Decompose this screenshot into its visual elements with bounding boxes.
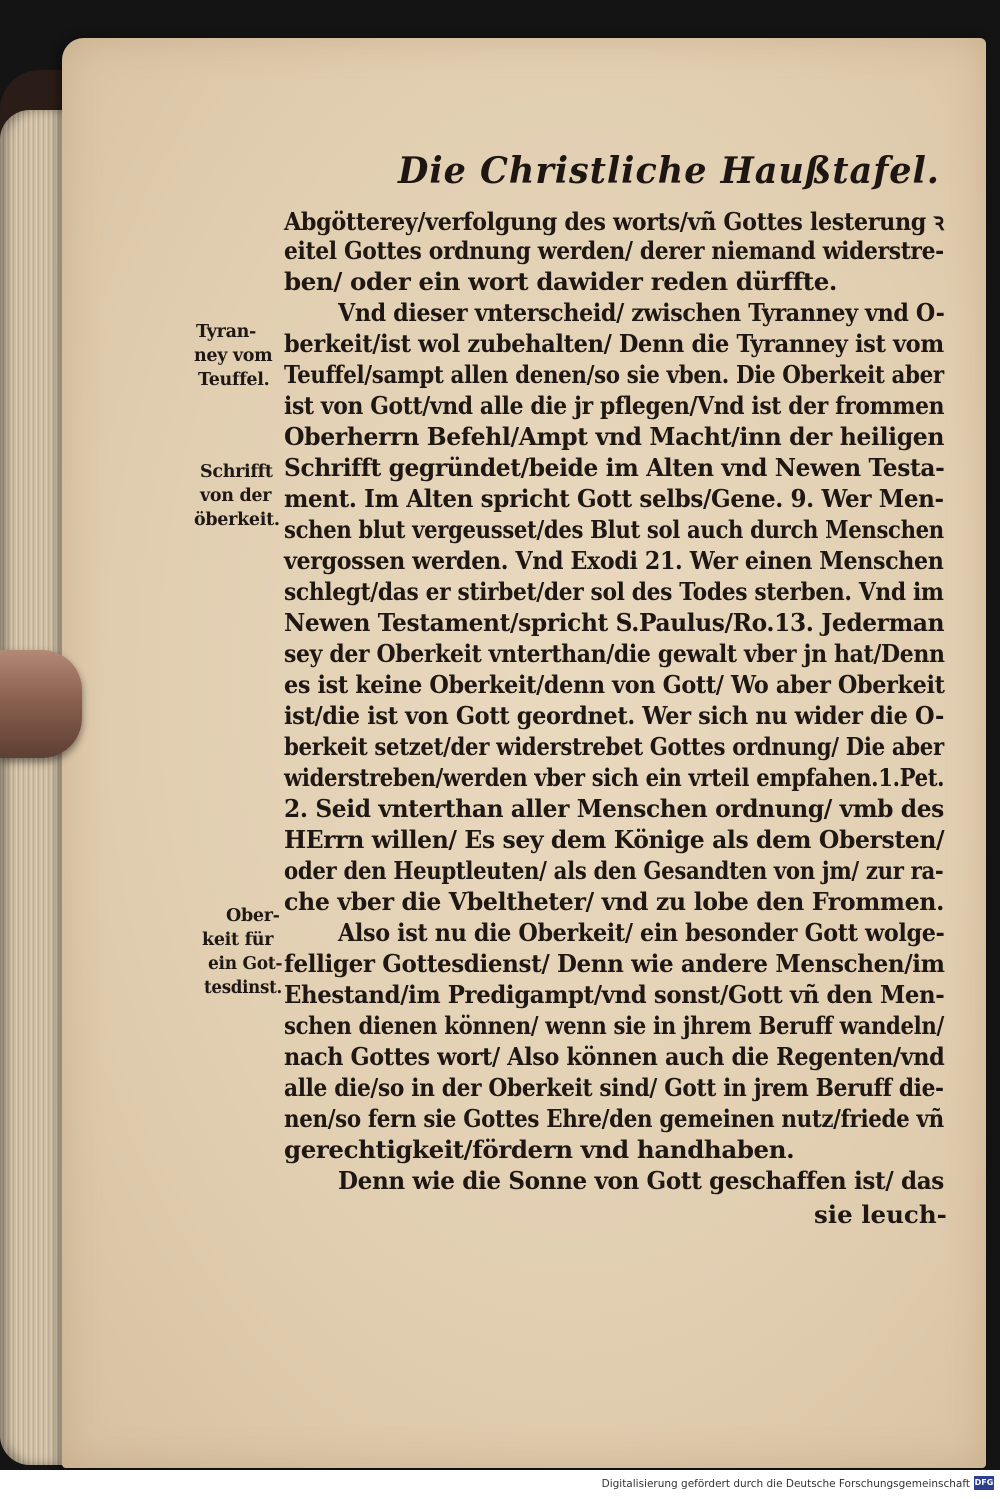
text-line: ist von Gott/vnd alle die jr pflegen/Vnd ist der frommen bbox=[284, 391, 945, 420]
text-line: nach Gottes wort/ Also können auch die Regenten/vnd bbox=[284, 1042, 945, 1071]
text-line: Ehestand/im Predigampt/vnd sonst/Gott vñ den Men- bbox=[284, 980, 945, 1009]
text-line: Vnd dieser vnterscheid/ zwischen Tyranney vnd O- bbox=[338, 298, 945, 327]
footer-credit: Digitalisierung gefördert durch die Deutsche Forschungsgemeinschaft bbox=[601, 1478, 970, 1490]
running-title: Die Christliche Haußtafel. bbox=[398, 150, 940, 192]
margin-gloss: tesdinst. bbox=[204, 978, 282, 998]
text-line: ment. Im Alten spricht Gott selbs/Gene. 9. Wer Men- bbox=[284, 484, 944, 513]
text-line: ist/die ist von Gott geordnet. Wer sich nu wider die O- bbox=[284, 701, 944, 730]
text-line: schlegt/das er stirbet/der sol des Todes sterben. Vnd im bbox=[284, 577, 944, 606]
book-clasp bbox=[0, 650, 82, 758]
text-line: nen/so fern sie Gottes Ehre/den gemeinen nutz/friede vñ bbox=[284, 1104, 944, 1133]
margin-gloss: ein Got- bbox=[208, 954, 283, 974]
text-line: Oberherrn Befehl/Ampt vnd Macht/inn der heiligen bbox=[284, 422, 945, 451]
text-line: berkeit/ist wol zubehalten/ Denn die Tyranney ist vom bbox=[284, 329, 944, 358]
text-line: oder den Heuptleuten/ als den Gesandten von jm/ zur ra- bbox=[284, 856, 944, 885]
margin-gloss: keit für bbox=[202, 930, 274, 950]
text-line: felliger Gottesdienst/ Denn wie andere Menschen/im bbox=[284, 949, 945, 978]
text-line: sey der Oberkeit vnterthan/die gewalt vber jn hat/Denn bbox=[284, 639, 945, 668]
margin-gloss: Tyran- bbox=[196, 322, 257, 342]
book-page-edges bbox=[0, 110, 70, 1465]
dfg-logo-icon: DFG bbox=[974, 1476, 994, 1490]
text-line: vergossen werden. Vnd Exodi 21. Wer einen Menschen bbox=[284, 546, 944, 575]
text-line: Teuffel/sampt allen denen/so sie vben. Die Oberkeit aber bbox=[284, 360, 944, 389]
text-line: Denn wie die Sonne von Gott geschaffen ist/ das bbox=[338, 1166, 944, 1195]
margin-gloss: von der bbox=[200, 486, 272, 506]
text-line: gerechtigkeit/fördern vnd handhaben. bbox=[284, 1135, 795, 1164]
text-line: berkeit setzet/der widerstrebet Gottes ordnung/ Die aber bbox=[284, 732, 944, 761]
text-line: schen dienen können/ wenn sie in jhrem Beruff wandeln/ bbox=[284, 1011, 944, 1040]
text-line: HErrn willen/ Es sey dem Könige als dem Obersten/ bbox=[284, 825, 945, 854]
text-line: Newen Testament/spricht S.Paulus/Ro.13. Jederman bbox=[284, 608, 945, 637]
margin-gloss: Ober- bbox=[226, 906, 280, 926]
margin-gloss: Schrifft bbox=[200, 462, 273, 482]
text-line: che vber die Vbeltheter/ vnd zu lobe den Frommen. bbox=[284, 887, 944, 916]
text-line: Schrifft gegründet/beide im Alten vnd Newen Testa- bbox=[284, 453, 945, 482]
text-line: Abgötterey/verfolgung des worts/vñ Gottes lesterung ꝛ bbox=[284, 207, 944, 236]
text-line: widerstreben/werden vber sich ein vrteil empfahen.1.Pet. bbox=[284, 763, 945, 792]
margin-gloss: ney vom bbox=[194, 346, 273, 366]
margin-gloss: öberkeit. bbox=[194, 510, 280, 530]
text-line: ben/ oder ein wort dawider reden dürffte. bbox=[284, 267, 838, 296]
margin-gloss: Teuffel. bbox=[198, 370, 270, 390]
text-line: schen blut vergeusset/des Blut sol auch durch Menschen bbox=[284, 515, 944, 544]
text-line: 2. Seid vnterthan aller Menschen ordnung/ vmb des bbox=[284, 794, 944, 823]
text-line: es ist keine Oberkeit/denn von Gott/ Wo aber Oberkeit bbox=[284, 670, 945, 699]
text-line: eitel Gottes ordnung werden/ derer niemand widerstre- bbox=[284, 236, 944, 265]
catchword: sie leuch- bbox=[814, 1200, 947, 1229]
text-line: Also ist nu die Oberkeit/ ein besonder Gott wolge- bbox=[338, 918, 945, 947]
text-line: alle die/so in der Oberkeit sind/ Gott in jrem Beruff die- bbox=[284, 1073, 944, 1102]
